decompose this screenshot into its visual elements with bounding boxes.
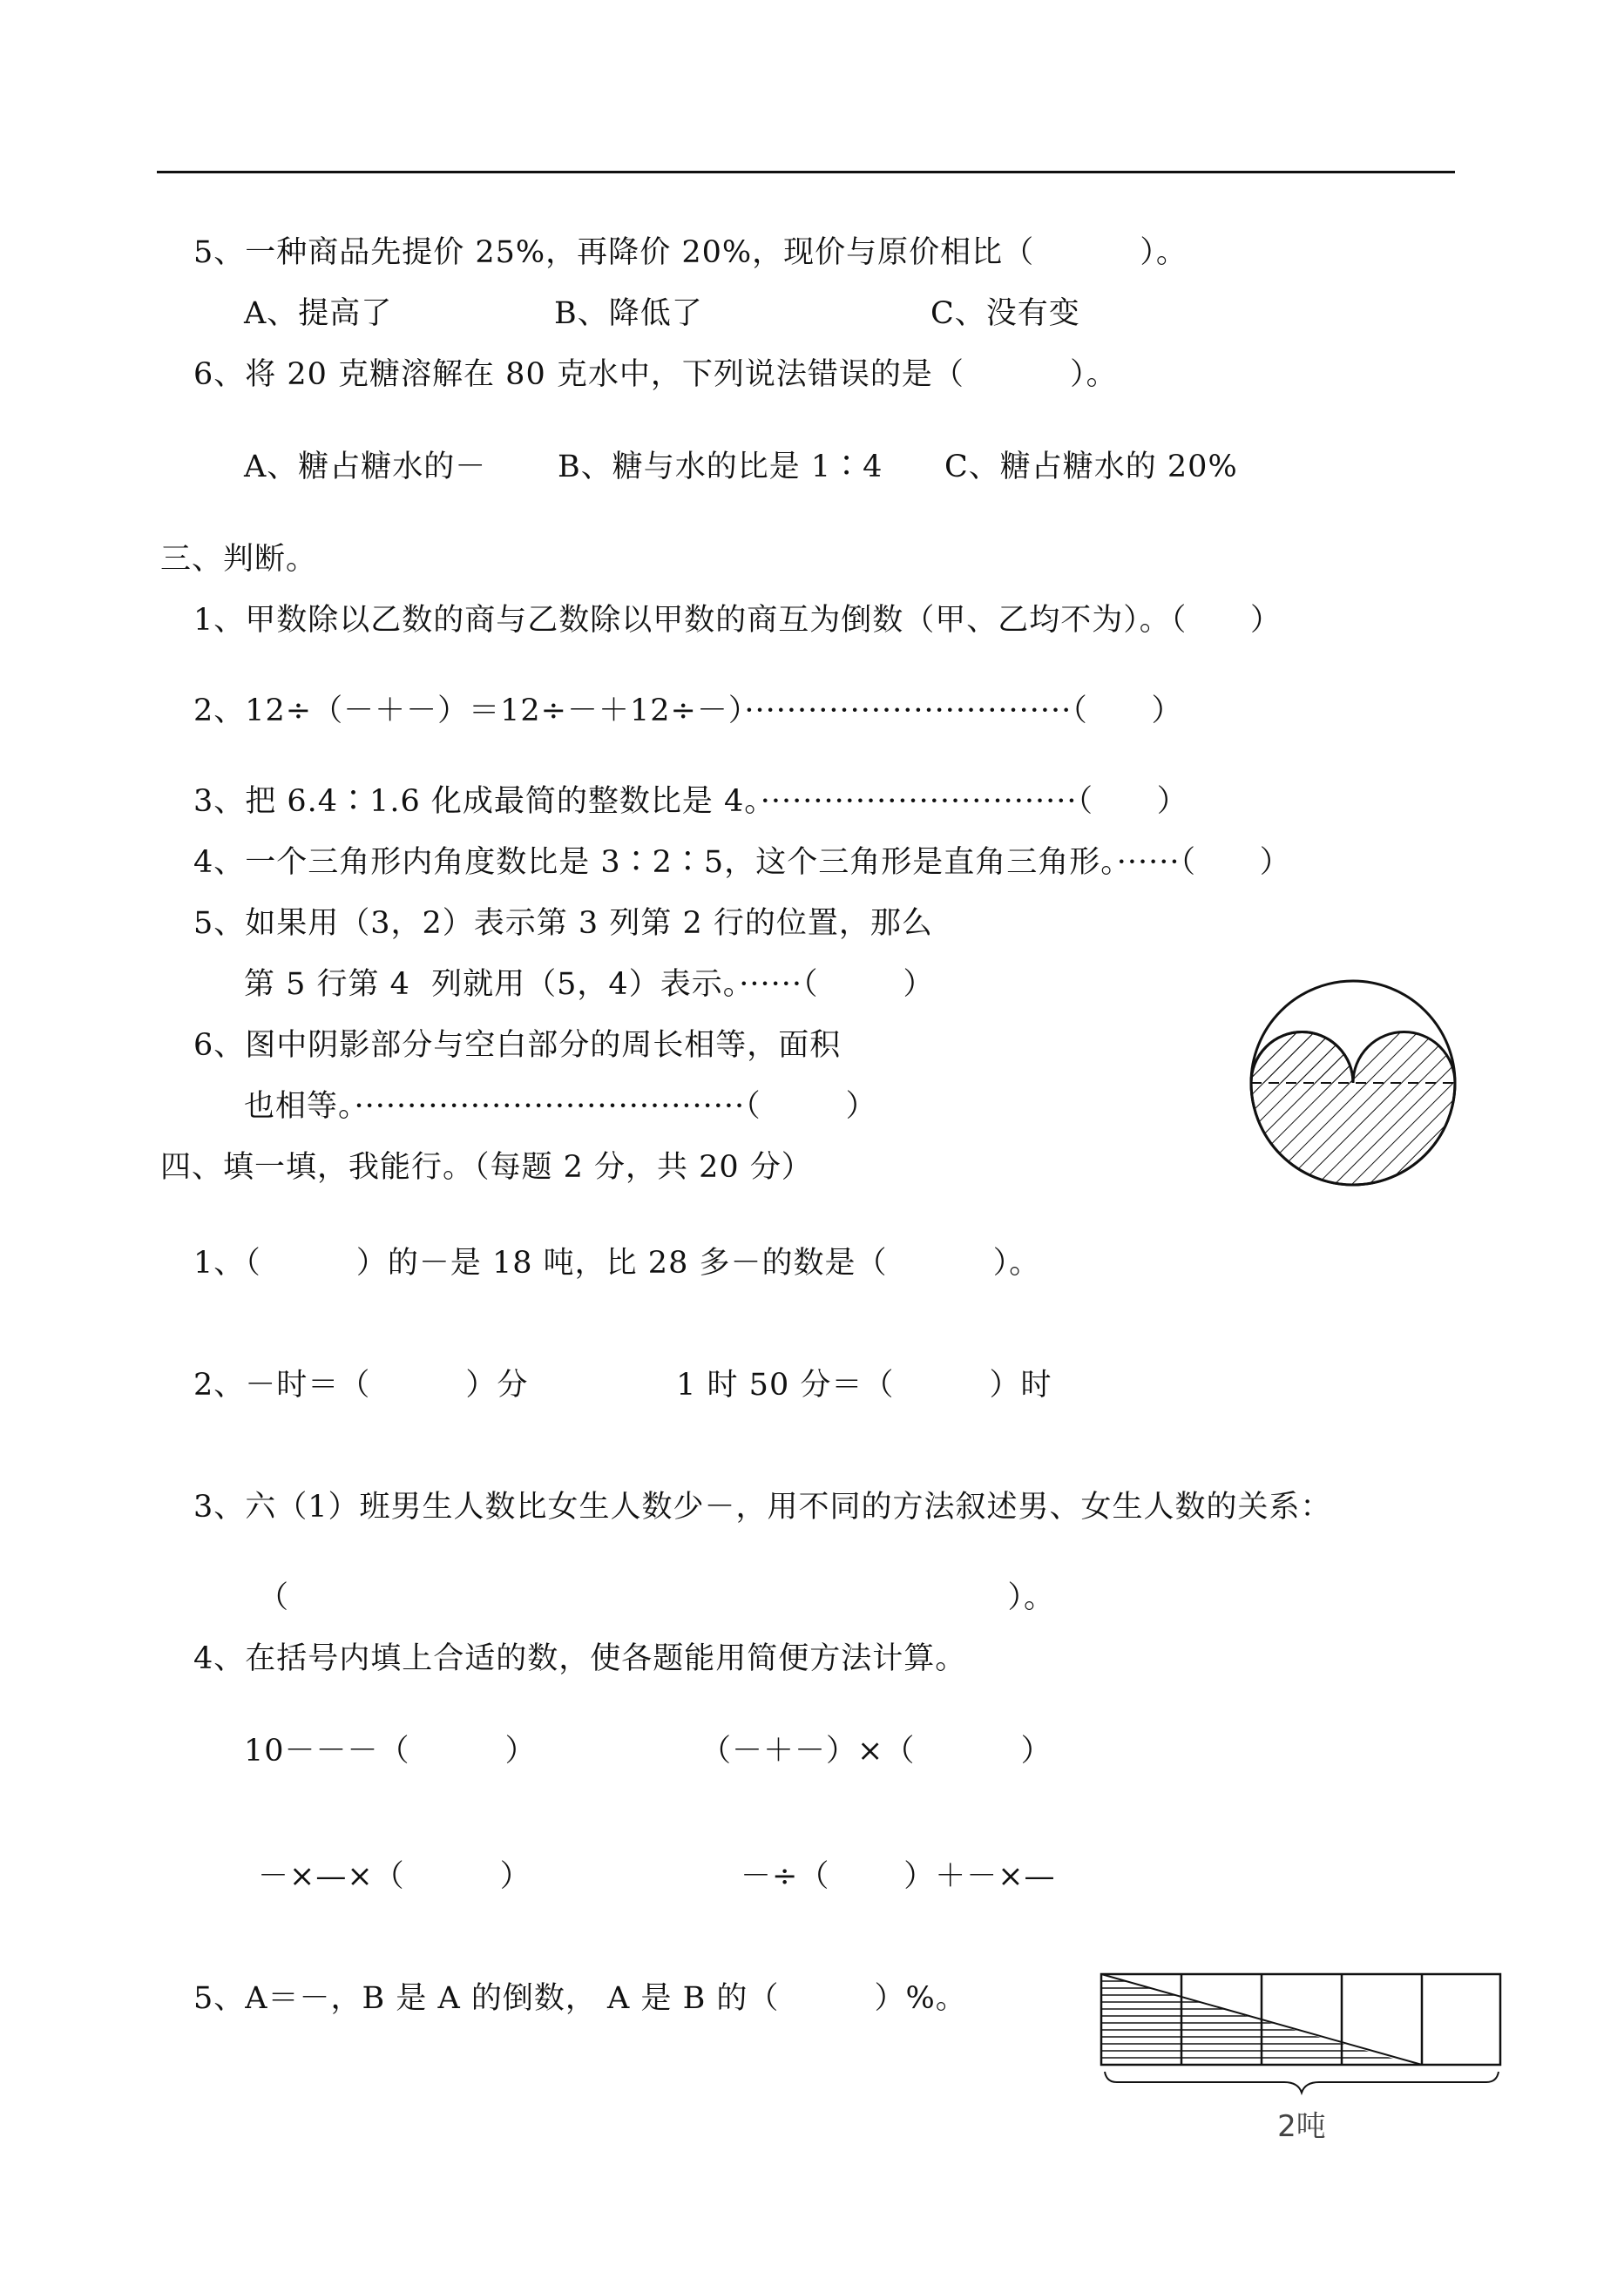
choice-q5-option-a: A、提高了 xyxy=(244,296,393,331)
fill-q3: 3、六（1）班男生人数比女生人数少－，用不同的方法叙述男、女生人数的关系： xyxy=(193,1490,1332,1525)
judge-item-6-line2: 也相等。·····································（ ） xyxy=(244,1089,877,1124)
fill-q4-expr-3: －×—×（ ） xyxy=(258,1859,531,1894)
choice-q6-option-c: C、糖占糖水的 20% xyxy=(944,450,1238,484)
fill-q4: 4、在括号内填上合适的数，使各题能用简便方法计算。 xyxy=(193,1641,967,1676)
choice-q6-stem: 6、将 20 克糖溶解在 80 克水中，下列说法错误的是（ ）。 xyxy=(193,357,1118,392)
shaded-circle-figure xyxy=(1248,977,1458,1188)
section4-title: 四、填一填，我能行。（每题 2 分，共 20 分） xyxy=(160,1150,813,1185)
fill-q1: 1、（ ）的－是 18 吨，比 28 多－的数是（ ）。 xyxy=(193,1246,1041,1281)
figure-label: 2吨 xyxy=(1277,2109,1326,2144)
choice-q5-stem: 5、一种商品先提价 25%，再降价 20%，现价与原价相比（ ）。 xyxy=(193,235,1188,270)
fill-q2: 2、－时＝（ ）分 1 时 50 分＝（ ）时 xyxy=(193,1368,1052,1403)
header-rule xyxy=(157,171,1455,173)
judge-item-6-line1: 6、图中阴影部分与空白部分的周长相等，面积 xyxy=(193,1028,842,1063)
judge-item-4: 4、一个三角形内角度数比是 3∶2∶5，这个三角形是直角三角形。······（ ） xyxy=(193,845,1291,880)
judge-item-2: 2、12÷（－＋－）＝12÷－＋12÷－）·······························（ ） xyxy=(193,693,1183,728)
judge-item-3: 3、把 6.4∶1.6 化成最简的整数比是 4。······························（ ） xyxy=(193,784,1188,819)
judge-item-5-line1: 5、如果用（3，2）表示第 3 列第 2 行的位置，那么 xyxy=(193,906,933,941)
section3-title: 三、判断。 xyxy=(160,542,318,577)
choice-q6-option-a: A、糖占糖水的－ xyxy=(244,450,487,484)
fill-q5: 5、A＝－，B 是 A 的倒数， A 是 B 的（ ）%。 xyxy=(193,1981,967,2016)
choice-q5-option-c: C、没有变 xyxy=(930,296,1080,331)
fill-q3-answer-blank: （ ）。 xyxy=(258,1580,1056,1615)
fill-q4-expr-1: 10－－－（ ） xyxy=(244,1734,537,1769)
judge-item-5-line2: 第 5 行第 4 列就用（5，4）表示。······（ ） xyxy=(244,967,935,1002)
choice-q5-option-b: B、降低了 xyxy=(554,296,703,331)
judge-item-1: 1、甲数除以乙数的商与乙数除以甲数的商互为倒数（甲、乙均不为）。（ ） xyxy=(193,603,1282,638)
fill-q4-expr-4: －÷（ ）＋－×— xyxy=(741,1859,1056,1894)
choice-q6-option-b: B、糖与水的比是 1∶4 xyxy=(558,450,883,484)
tonnage-bar-figure xyxy=(1100,1971,1509,2154)
fill-q4-expr-2: （－＋－）×（ ） xyxy=(700,1734,1052,1769)
